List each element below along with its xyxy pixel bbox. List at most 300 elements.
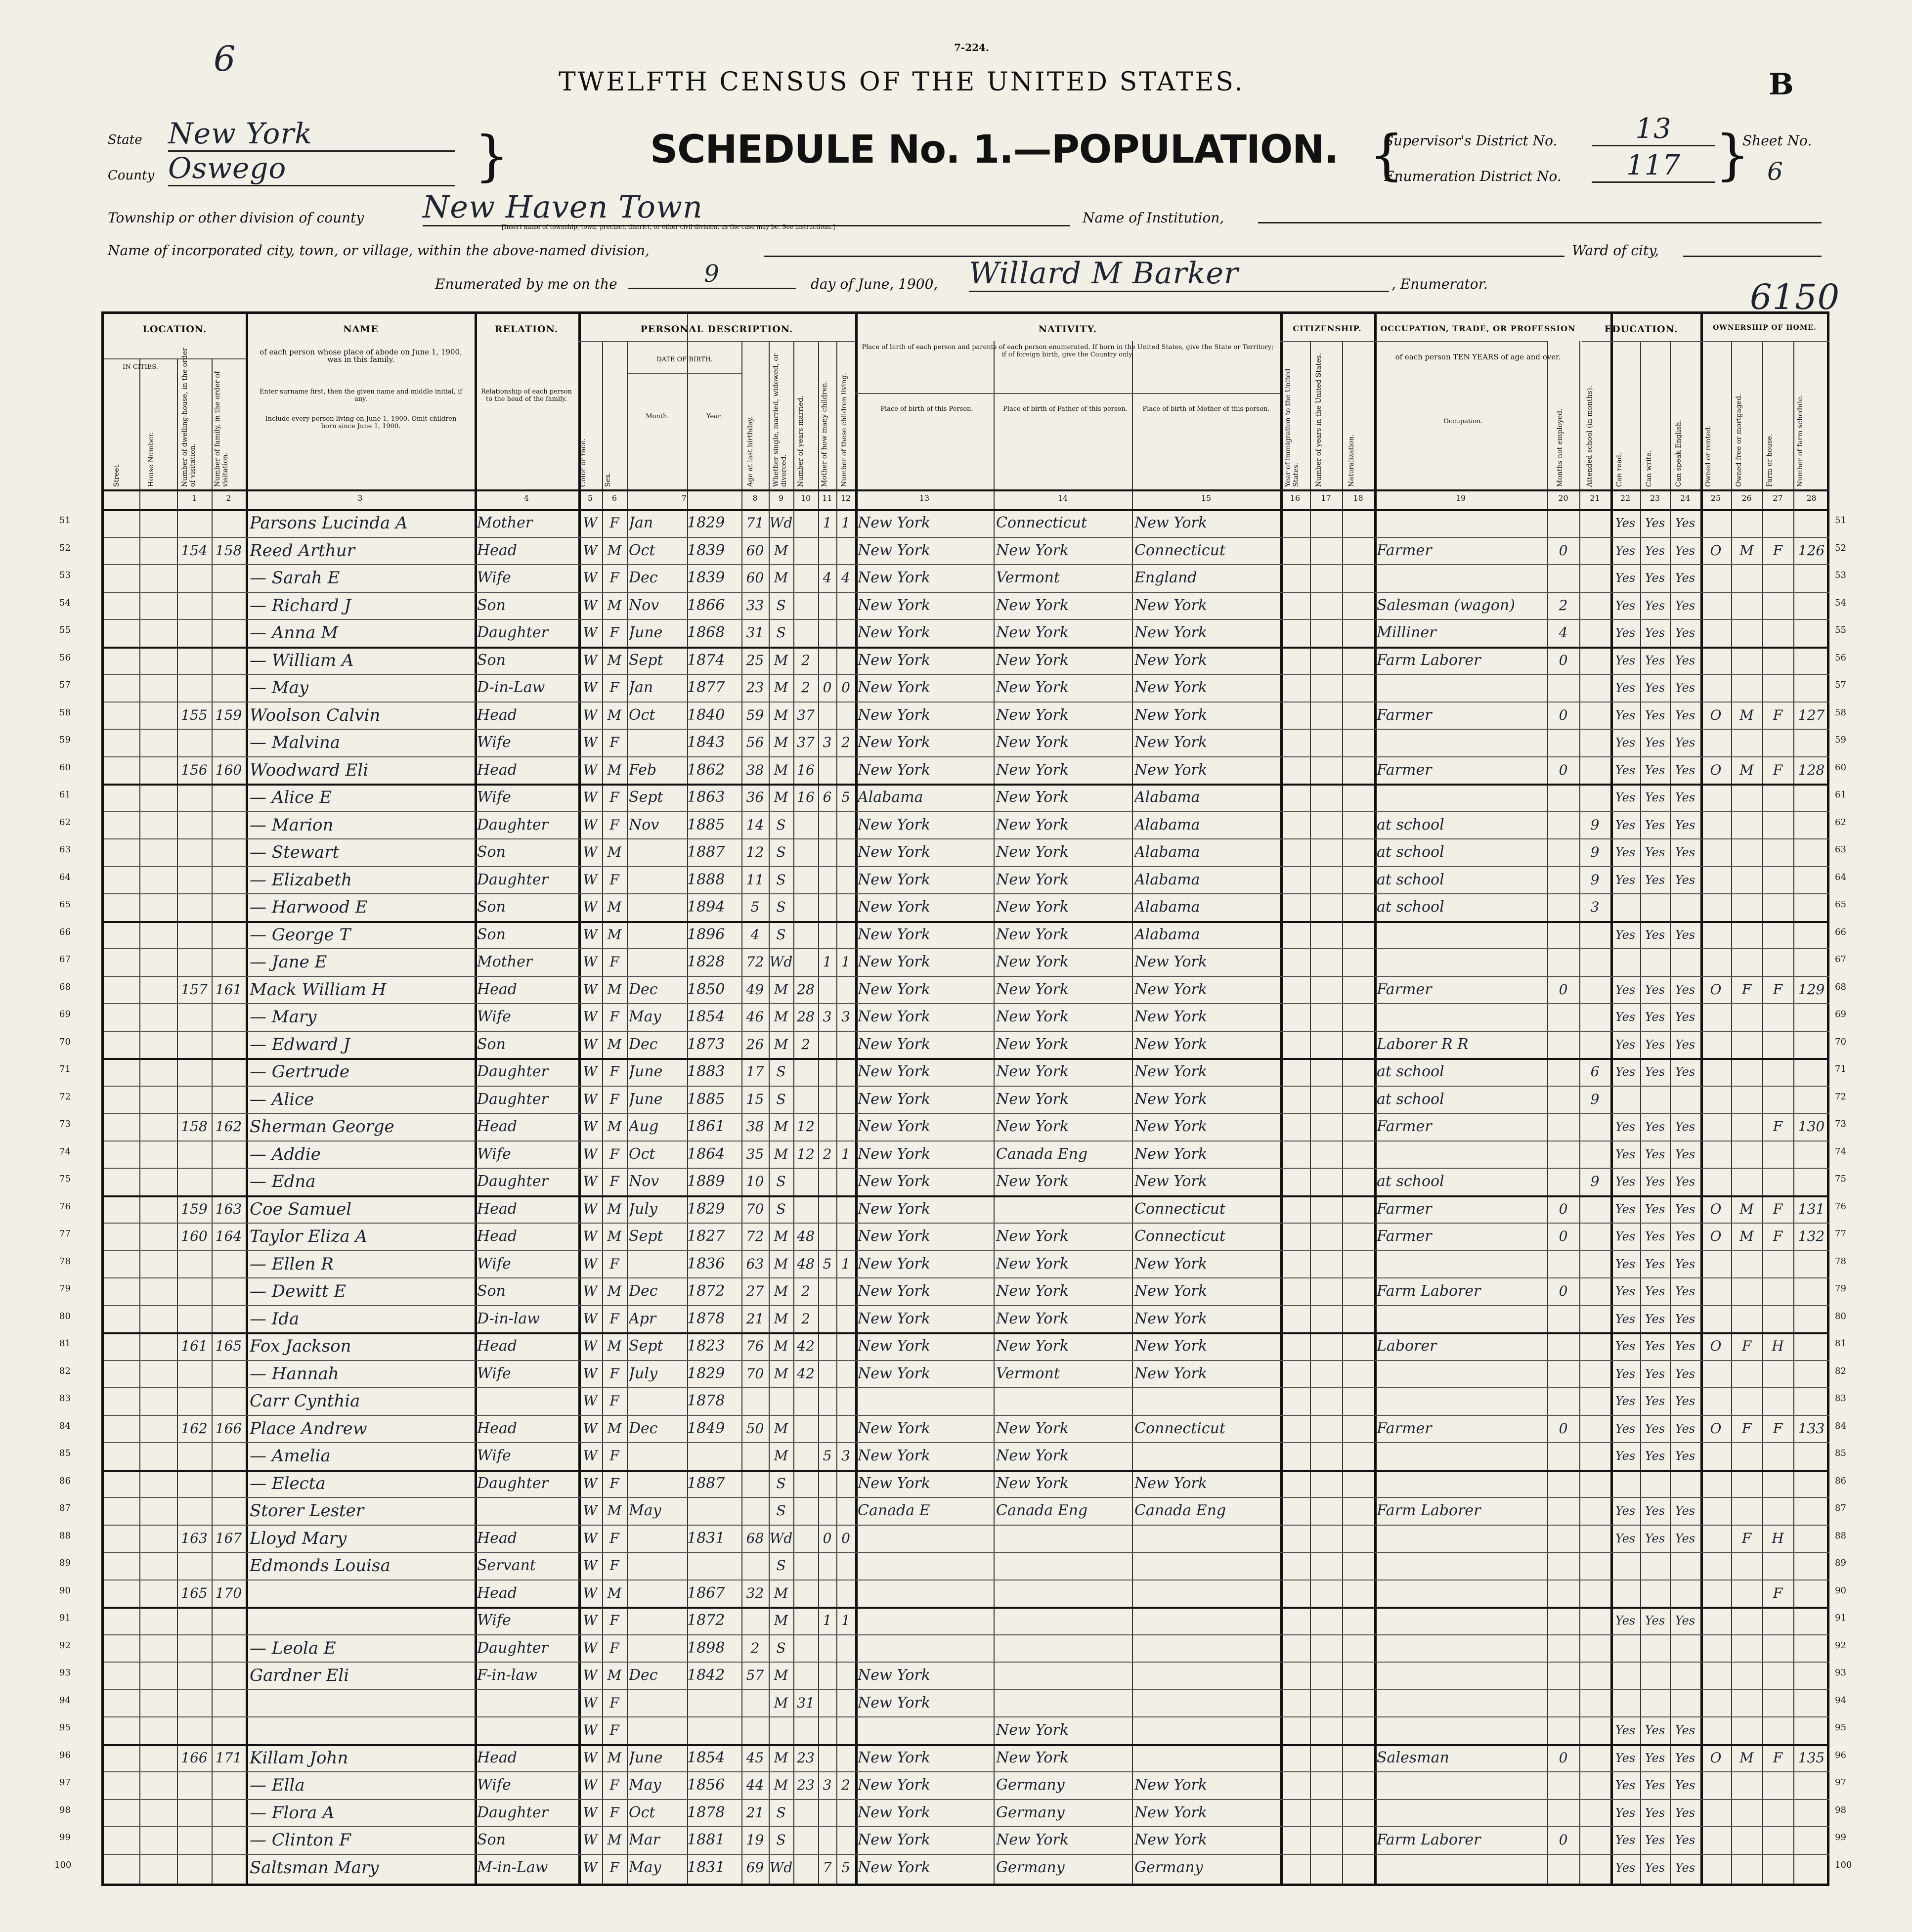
children-living-cell: 5: [841, 1859, 850, 1876]
months-not-employed-cell: [1547, 868, 1579, 892]
birth-year-cell: 1863: [687, 789, 725, 806]
column-number: 20: [1558, 493, 1568, 503]
family-number-cell: 160: [215, 761, 242, 778]
sex-cell: M: [607, 652, 622, 668]
birthplace-mother-cell: New York: [1134, 953, 1207, 970]
can-write-cell: Yes: [1645, 1366, 1665, 1381]
mother-of-cell: 0: [823, 1530, 832, 1546]
vh-family: Number of family, in the order of visitation.: [214, 371, 229, 487]
row-number-right: 64: [1835, 872, 1846, 882]
row-number-right: 72: [1835, 1091, 1846, 1102]
hdr-month: Month.: [646, 413, 669, 420]
sex-cell: M: [607, 1118, 622, 1135]
sex-cell: M: [607, 761, 622, 778]
can-read-cell: Yes: [1615, 681, 1636, 695]
occupation-cell: Farm Laborer: [1377, 1831, 1481, 1848]
occupation-cell: [1377, 675, 1547, 700]
birthplace-father-cell: New York: [996, 761, 1069, 779]
relationship-cell: Son: [477, 596, 506, 614]
age-cell: 70: [746, 1200, 764, 1217]
farm-schedule-number-cell: [1793, 1526, 1829, 1551]
free-mortgaged-cell: [1731, 1142, 1762, 1167]
owned-rented-cell: [1700, 1691, 1731, 1715]
vh-immig: Year of immigration to the United States.: [1284, 368, 1300, 487]
sex-cell: M: [607, 1338, 622, 1354]
person-name-cell: — Edna: [250, 1172, 316, 1191]
state-label: State: [108, 132, 142, 147]
occupation-cell: Farm Laborer: [1377, 651, 1481, 669]
family-number-cell: [212, 1142, 246, 1167]
row-number-right: 81: [1835, 1338, 1846, 1349]
row-number-right: 78: [1835, 1256, 1846, 1267]
grid-vline: [627, 341, 628, 1884]
can-read-cell: Yes: [1615, 1175, 1636, 1188]
relationship-cell: D-in-law: [477, 1310, 540, 1327]
relationship-cell: Head: [477, 706, 518, 724]
birth-month-cell: [629, 1553, 687, 1578]
grid-hline: [104, 537, 1829, 538]
free-mortgaged-cell: [1731, 868, 1762, 892]
marital-status-cell: M: [774, 1667, 788, 1683]
farm-house-cell: [1762, 1252, 1793, 1276]
marital-status-cell: Wd: [769, 954, 793, 970]
free-mortgaged-cell: [1731, 895, 1762, 920]
family-number-cell: [212, 730, 246, 755]
sex-cell: M: [607, 1832, 622, 1848]
birthplace-mother-cell: New York: [1134, 1063, 1207, 1080]
age-cell: 35: [746, 1145, 764, 1162]
birth-year-cell: 1823: [687, 1337, 725, 1355]
free-mortgaged-cell: [1731, 1032, 1762, 1057]
relationship-cell: D-in-Law: [477, 679, 545, 696]
farm-schedule-number-cell: [1793, 1361, 1829, 1386]
sex-cell: F: [609, 624, 619, 641]
marital-status-cell: S: [776, 1475, 786, 1492]
free-mortgaged-cell: [1731, 785, 1762, 810]
age-cell: 17: [746, 1063, 764, 1080]
row-number-right: 89: [1835, 1558, 1846, 1568]
birth-month-cell: [629, 922, 687, 947]
row-number-left: 54: [59, 597, 71, 608]
children-living-cell: [836, 1553, 855, 1578]
owned-rented-cell: [1700, 868, 1731, 892]
years-married-cell: [793, 1416, 818, 1441]
farm-schedule-number-cell: [1793, 675, 1829, 700]
birthplace-father-cell: New York: [996, 980, 1069, 998]
institution-label: Name of Institution,: [1083, 210, 1224, 226]
marital-status-cell: M: [774, 761, 788, 778]
birthplace-mother-cell: [1134, 1636, 1280, 1661]
owned-rented-cell: [1700, 1032, 1731, 1057]
birth-month-cell: Feb: [629, 761, 657, 779]
school-months-cell: [1579, 675, 1610, 700]
color-race-cell: W: [583, 1063, 598, 1080]
mother-of-cell: [818, 1334, 836, 1359]
children-living-cell: [836, 922, 855, 947]
birth-month-cell: Mar: [629, 1831, 660, 1848]
years-married-cell: [793, 1553, 818, 1578]
school-months-cell: [1579, 1718, 1610, 1743]
children-living-cell: 2: [841, 734, 850, 750]
age-cell: 70: [746, 1365, 764, 1382]
dwelling-number-cell: [177, 1005, 212, 1029]
marital-status-cell: [769, 1389, 793, 1413]
relationship-cell: Wife: [477, 1255, 511, 1273]
family-number-cell: [212, 1718, 246, 1743]
sex-cell: F: [609, 1859, 619, 1876]
can-write-cell: [1640, 1471, 1670, 1496]
children-living-cell: [836, 1746, 855, 1770]
farm-schedule-number-cell: [1793, 1169, 1829, 1194]
row-number-left: 93: [59, 1668, 71, 1678]
birthplace-mother-cell: New York: [1134, 1803, 1207, 1821]
farm-house-cell: F: [1773, 706, 1783, 723]
occupation-cell: [1377, 1361, 1547, 1386]
months-not-employed-cell: [1547, 1444, 1579, 1468]
person-name-cell: — Amelia: [250, 1446, 331, 1466]
age-cell: 57: [746, 1667, 764, 1683]
school-months-cell: [1579, 1252, 1610, 1276]
birthplace-mother-cell: [1134, 1663, 1280, 1688]
mother-of-cell: [818, 538, 836, 563]
can-speak-english-cell: Yes: [1675, 1037, 1695, 1052]
free-mortgaged-cell: M: [1739, 761, 1754, 778]
occupation-cell: [1377, 1581, 1547, 1606]
school-months-cell: [1579, 1608, 1610, 1633]
person-name-cell: Mack William H: [250, 979, 387, 1000]
children-living-cell: 4: [841, 570, 850, 586]
birthplace-father-cell: New York: [996, 1749, 1069, 1766]
vh-house: House Number.: [147, 432, 155, 487]
sex-cell: F: [609, 1393, 619, 1409]
color-race-cell: W: [583, 1612, 598, 1628]
marital-status-cell: M: [774, 1009, 788, 1025]
occupation-cell: Farm Laborer: [1377, 1282, 1481, 1300]
children-living-cell: [836, 1498, 855, 1523]
owned-rented-cell: [1700, 675, 1731, 700]
dwelling-number-cell: [177, 593, 212, 618]
grid-vline: [139, 358, 140, 1884]
children-living-cell: [836, 620, 855, 645]
supervisor-label: Supervisor's District No.: [1384, 132, 1558, 149]
farm-schedule-number-cell: [1793, 1471, 1829, 1496]
age-cell: 10: [746, 1173, 764, 1189]
family-number-cell: 159: [215, 706, 242, 723]
months-not-employed-cell: [1547, 730, 1579, 755]
person-name-cell: Edmonds Louisa: [250, 1556, 391, 1576]
free-mortgaged-cell: [1731, 1828, 1762, 1852]
farm-schedule-number-cell: [1793, 511, 1829, 535]
can-speak-english-cell: Yes: [1675, 1421, 1695, 1436]
can-speak-english-cell: Yes: [1675, 681, 1695, 695]
vh-owned: Owned or rented.: [1704, 425, 1712, 487]
age-cell: 36: [746, 789, 764, 805]
sex-cell: M: [607, 1749, 622, 1766]
birthplace-father-cell: Germany: [996, 1803, 1065, 1821]
occupation-cell: [1377, 1663, 1547, 1688]
color-race-cell: W: [583, 1338, 598, 1354]
grid-hline: [104, 1662, 1829, 1663]
age-cell: 63: [746, 1255, 764, 1272]
occupation-cell: at school: [1377, 898, 1444, 916]
person-name-cell: [250, 1608, 472, 1633]
person-name-cell: — Clinton F: [250, 1830, 351, 1850]
marital-status-cell: M: [774, 1365, 788, 1382]
years-married-cell: [793, 1498, 818, 1523]
can-write-cell: Yes: [1645, 873, 1665, 887]
free-mortgaged-cell: [1731, 1553, 1762, 1578]
farm-schedule-number-cell: [1793, 840, 1829, 865]
sex-cell: F: [609, 1612, 619, 1628]
owned-rented-cell: O: [1710, 542, 1722, 559]
census-title: TWELFTH CENSUS OF THE UNITED STATES.: [559, 67, 1245, 97]
can-read-cell: Yes: [1615, 736, 1636, 749]
owned-rented-cell: [1700, 1828, 1731, 1852]
owned-rented-cell: [1700, 1718, 1731, 1743]
color-race-cell: W: [583, 1502, 598, 1519]
grid-hline: [104, 948, 1829, 949]
person-name-cell: — Stewart: [250, 842, 340, 862]
hdr-personal: PERSONAL DESCRIPTION.: [640, 324, 793, 335]
birthplace-person-cell: New York: [858, 1063, 930, 1080]
farm-house-cell: [1762, 1855, 1793, 1880]
can-read-cell: Yes: [1615, 1421, 1636, 1436]
birth-month-cell: Dec: [629, 1667, 658, 1684]
can-write-cell: Yes: [1645, 1504, 1665, 1518]
birthplace-mother-cell: New York: [1134, 706, 1207, 724]
can-read-cell: Yes: [1615, 1037, 1636, 1052]
farm-house-cell: [1762, 566, 1793, 590]
occupation-cell: at school: [1377, 1090, 1444, 1108]
birth-year-cell: 1836: [687, 1255, 725, 1273]
can-write-cell: Yes: [1645, 1257, 1665, 1271]
children-living-cell: [836, 1114, 855, 1139]
free-mortgaged-cell: [1731, 1087, 1762, 1112]
can-read-cell: Yes: [1615, 790, 1636, 804]
school-months-cell: [1579, 538, 1610, 563]
mother-of-cell: 1: [823, 515, 832, 531]
can-speak-english-cell: Yes: [1675, 1860, 1695, 1875]
can-speak-english-cell: Yes: [1675, 1614, 1695, 1627]
school-months-cell: [1579, 1142, 1610, 1167]
birthplace-person-cell: New York: [858, 1749, 930, 1766]
can-read-cell: [1610, 950, 1640, 974]
birthplace-mother-cell: [1134, 1746, 1280, 1770]
marital-status-cell: M: [774, 1694, 788, 1711]
can-speak-english-cell: Yes: [1675, 927, 1695, 942]
grid-hline: [104, 729, 1829, 730]
can-write-cell: Yes: [1645, 1449, 1665, 1463]
years-married-cell: 16: [797, 761, 815, 778]
row-number-left: 97: [59, 1777, 71, 1788]
owned-rented-cell: [1700, 1773, 1731, 1798]
age-cell: 50: [746, 1420, 764, 1437]
person-name-cell: — Flora A: [250, 1802, 335, 1823]
can-read-cell: Yes: [1615, 543, 1636, 558]
row-number-right: 94: [1835, 1695, 1846, 1706]
row-number-right: 98: [1835, 1804, 1846, 1815]
dwelling-number-cell: [177, 1828, 212, 1852]
age-cell: 11: [746, 871, 764, 888]
months-not-employed-cell: [1547, 511, 1579, 535]
owned-rented-cell: [1700, 1307, 1731, 1331]
birthplace-father-cell: New York: [996, 1035, 1069, 1053]
children-living-cell: [836, 1471, 855, 1496]
birthplace-father-cell: Canada Eng: [996, 1502, 1088, 1519]
occupation-cell: [1377, 1444, 1547, 1468]
birth-month-cell: Dec: [629, 980, 658, 998]
can-write-cell: Yes: [1645, 927, 1665, 942]
column-number: 24: [1680, 493, 1691, 503]
vh-free: Owned free or mortgaged.: [1735, 394, 1743, 487]
months-not-employed-cell: [1547, 1553, 1579, 1578]
farm-schedule-number-cell: [1793, 1005, 1829, 1029]
months-not-employed-cell: [1547, 1059, 1579, 1084]
column-number: 6: [611, 493, 617, 503]
birthplace-father-cell: New York: [996, 925, 1069, 943]
hdr-name-instr2: Include every person living on June 1, 1900. Omit children born since June 1, 1900.: [265, 415, 457, 430]
can-speak-english-cell: Yes: [1675, 763, 1695, 777]
color-race-cell: W: [583, 1804, 598, 1821]
can-read-cell: Yes: [1615, 1065, 1636, 1079]
owned-rented-cell: [1700, 813, 1731, 837]
relationship-cell: Daughter: [477, 871, 548, 888]
family-number-cell: [212, 1087, 246, 1112]
birth-year-cell: 1827: [687, 1228, 725, 1245]
birthplace-person-cell: New York: [858, 1803, 930, 1821]
age-cell: 32: [746, 1584, 764, 1601]
row-number-left: 79: [59, 1283, 71, 1294]
mother-of-cell: 3: [823, 1009, 832, 1025]
farm-schedule-number-cell: [1793, 1800, 1829, 1825]
grid-hline: [104, 1689, 1829, 1690]
can-speak-english-cell: Yes: [1675, 790, 1695, 804]
birthplace-father-cell: New York: [996, 1419, 1069, 1437]
school-months-cell: [1579, 1032, 1610, 1057]
family-number-cell: [212, 1389, 246, 1413]
months-not-employed-cell: [1547, 1005, 1579, 1029]
row-number-left: 71: [59, 1064, 71, 1074]
hdr-relation-desc: Relationship of each person to the head of the family.: [481, 388, 572, 403]
sex-cell: M: [607, 1228, 622, 1244]
free-mortgaged-cell: F: [1741, 1338, 1752, 1354]
row-number-right: 90: [1835, 1585, 1846, 1596]
years-married-cell: 31: [797, 1694, 815, 1711]
vh-street: Street.: [113, 463, 121, 487]
children-living-cell: [836, 1197, 855, 1222]
birthplace-father-cell: [996, 1526, 1132, 1551]
dwelling-number-cell: [177, 1444, 212, 1468]
children-living-cell: 1: [841, 1145, 850, 1162]
color-race-cell: W: [583, 1283, 598, 1299]
marital-status-cell: S: [776, 816, 786, 833]
can-write-cell: Yes: [1645, 845, 1665, 859]
years-married-cell: 23: [797, 1749, 815, 1766]
birthplace-mother-cell: Germany: [1134, 1858, 1203, 1876]
sex-cell: F: [609, 1255, 619, 1272]
school-months-cell: [1579, 703, 1610, 728]
children-living-cell: [836, 1087, 855, 1112]
farm-schedule-number-cell: [1793, 566, 1829, 590]
grid-hline: [104, 1580, 1829, 1581]
row-number-right: 95: [1835, 1722, 1846, 1733]
children-living-cell: 0: [841, 679, 850, 696]
person-name-cell: Woolson Calvin: [250, 705, 381, 725]
birthplace-father-cell: Germany: [996, 1776, 1065, 1794]
relationship-cell: Head: [477, 541, 518, 559]
birthplace-mother-cell: Connecticut: [1134, 541, 1226, 559]
color-race-cell: W: [583, 1530, 598, 1546]
family-number-cell: [212, 1005, 246, 1029]
months-not-employed-cell: 0: [1559, 761, 1568, 778]
can-read-cell: [1610, 1663, 1640, 1688]
farm-schedule-number-cell: [1793, 1389, 1829, 1413]
enumerator-label: , Enumerator.: [1391, 276, 1488, 292]
family-number-cell: [212, 566, 246, 590]
school-months-cell: [1579, 511, 1610, 535]
free-mortgaged-cell: [1731, 950, 1762, 974]
sheet-label: Sheet No.: [1742, 132, 1812, 149]
family-number-cell: 167: [215, 1530, 242, 1546]
occupation-cell: Farmer: [1377, 706, 1432, 724]
sheet-side: B: [1769, 67, 1794, 102]
birth-year-cell: 1839: [687, 569, 725, 586]
children-living-cell: [836, 977, 855, 1002]
grid-hline: [104, 1003, 1829, 1004]
can-read-cell: Yes: [1615, 1805, 1636, 1820]
years-married-cell: [793, 1471, 818, 1496]
person-name-cell: Fox Jackson: [250, 1336, 351, 1356]
birthplace-father-cell: [996, 1553, 1132, 1578]
years-married-cell: [793, 1718, 818, 1743]
relationship-cell: Head: [477, 1118, 518, 1135]
months-not-employed-cell: [1547, 1169, 1579, 1194]
age-cell: 12: [746, 844, 764, 860]
mother-of-cell: 4: [823, 570, 832, 586]
birthplace-mother-cell: New York: [1134, 1255, 1207, 1273]
mother-of-cell: [818, 1471, 836, 1496]
birth-month-cell: [629, 895, 687, 920]
dwelling-number-cell: [177, 511, 212, 535]
free-mortgaged-cell: [1731, 511, 1762, 535]
relationship-cell: Wife: [477, 1364, 511, 1382]
years-married-cell: [793, 1087, 818, 1112]
marital-status-cell: M: [774, 734, 788, 750]
birthplace-person-cell: New York: [858, 1118, 930, 1135]
marital-status-cell: S: [776, 624, 786, 641]
birthplace-person-cell: New York: [858, 1831, 930, 1848]
birth-month-cell: July: [629, 1200, 657, 1218]
row-number-right: 57: [1835, 680, 1846, 690]
age-cell: [741, 1444, 769, 1468]
children-living-cell: 2: [841, 1777, 850, 1793]
birthplace-father-cell: Canada Eng: [996, 1145, 1088, 1163]
birthplace-father-cell: New York: [996, 843, 1069, 861]
school-months-cell: [1579, 1114, 1610, 1139]
can-read-cell: Yes: [1615, 1778, 1636, 1792]
owned-rented-cell: [1700, 1389, 1731, 1413]
occupation-cell: [1377, 511, 1547, 535]
birth-month-cell: [629, 1389, 687, 1413]
enumerated-middle: day of June, 1900,: [811, 276, 938, 292]
can-read-cell: Yes: [1615, 1751, 1636, 1765]
column-number: 10: [800, 493, 811, 503]
person-name-cell: — Ellen R: [250, 1254, 334, 1274]
row-number-left: 82: [59, 1365, 71, 1376]
birth-month-cell: Nov: [629, 596, 659, 614]
row-number-right: 65: [1835, 899, 1846, 910]
row-number-left: 56: [59, 652, 71, 663]
